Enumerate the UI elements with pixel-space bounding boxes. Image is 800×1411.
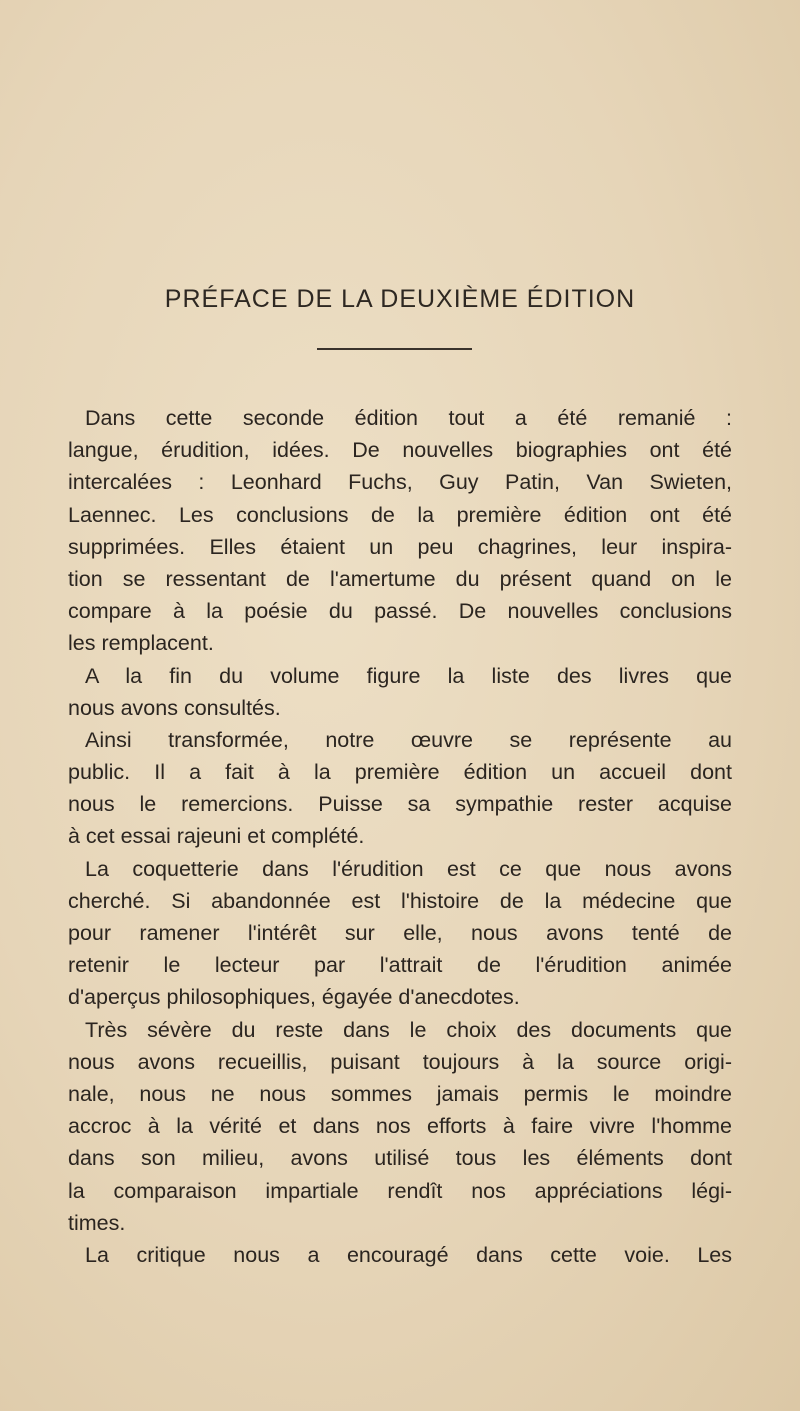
text-line: public. Il a fait à la première édition un accueil dont — [68, 760, 732, 785]
text-line: nous avons recueillis, puisant toujours à la source origi- — [68, 1049, 732, 1074]
text-line: La critique nous a encouragé dans cette voie. Les — [85, 1242, 732, 1267]
text-line: intercalées : Leonhard Fuchs, Guy Patin, Van Swieten, — [68, 470, 732, 495]
text-line: retenir le lecteur par l'attrait de l'érudition animée — [68, 953, 732, 978]
text-line: Très sévère du reste dans le choix des documents que — [85, 1017, 732, 1042]
text-line: nous le remercions. Puisse sa sympathie rester acquise — [68, 792, 732, 817]
text-line: La coquetterie dans l'érudition est ce que nous avons — [85, 856, 732, 881]
text-line: compare à la poésie du passé. De nouvelles conclusions — [68, 599, 732, 624]
text-line: pour ramener l'intérêt sur elle, nous avons tenté de — [68, 921, 732, 945]
text-line: Ainsi transformée, notre œuvre se représente au — [85, 727, 732, 752]
text-line: nale, nous ne nous sommes jamais permis le moindre — [68, 1081, 732, 1106]
preface-body — [68, 402, 732, 1271]
text-line: tion se ressentant de l'amertume du présent quand on le — [68, 566, 732, 591]
text-line: nous avons consultés. — [68, 695, 281, 720]
preface-heading: PRÉFACE DE LA DEUXIÈME ÉDITION — [164, 285, 636, 313]
text-line: dans son milieu, avons utilisé tous les éléments dont — [68, 1146, 732, 1171]
text-line: Laennec. Les conclusions de la première édition ont été — [68, 502, 732, 527]
text-line: cherché. Si abandonnée est l'histoire de la médecine que — [68, 888, 732, 913]
text-line: les remplacent. — [68, 631, 214, 656]
text-line: times. — [68, 1210, 126, 1235]
text-line: d'aperçus philosophiques, égayée d'anecdotes. — [68, 985, 520, 1010]
text-line: langue, érudition, idées. De nouvelles biographies ont été — [68, 438, 732, 463]
text-line: accroc à la vérité et dans nos efforts à faire vivre l'homme — [68, 1114, 732, 1139]
heading-divider — [317, 348, 472, 350]
text-line: à cet essai rajeuni et complété. — [68, 824, 365, 849]
text-line: Dans cette seconde édition tout a été remanié : — [85, 406, 732, 430]
text-line: la comparaison impartiale rendît nos appréciations légi- — [68, 1178, 732, 1203]
text-line: A la fin du volume figure la liste des livres que — [85, 663, 732, 688]
text-line: supprimées. Elles étaient un peu chagrines, leur inspira- — [68, 534, 732, 559]
